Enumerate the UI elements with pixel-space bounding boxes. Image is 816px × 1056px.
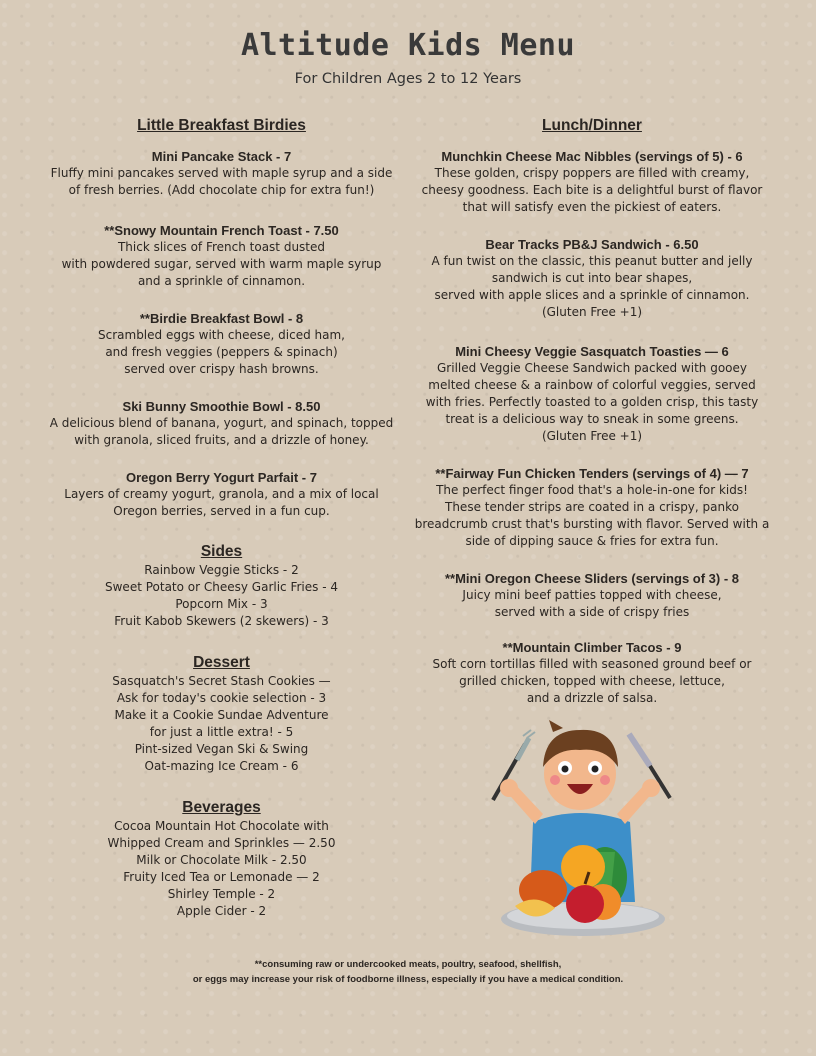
menu-item xyxy=(44,148,399,199)
dessert-line: Oat-mazing Ice Cream - 6 xyxy=(144,759,299,773)
beverage-line: Cocoa Mountain Hot Chocolate with xyxy=(114,819,329,833)
right-column xyxy=(412,116,772,707)
menu-subtitle: For Children Ages 2 to 12 Years xyxy=(294,71,522,87)
menu-item xyxy=(412,639,772,707)
item-title: Bear Tracks PB&J Sandwich - 6.50 xyxy=(485,237,699,252)
beverage-line: Whipped Cream and Sprinkles — 2.50 xyxy=(107,836,336,850)
item-title: Munchkin Cheese Mac Nibbles (servings of 5) - 6 xyxy=(441,149,743,164)
beverage-line: Milk or Chocolate Milk - 2.50 xyxy=(136,853,307,867)
disclaimer-line: **consuming raw or undercooked meats, poultry, seafood, shellfish, xyxy=(254,959,562,970)
item-description: A fun twist on the classic, this peanut butter and jelly sandwich is cut into bear shapes, served with apple slices and a sprinkle of cinnamon. (Gluten Free +1) xyxy=(431,254,753,319)
kid-with-fruit-illustration xyxy=(485,712,675,942)
item-description: The perfect finger food that's a hole-in-one for kids! These tender strips are coated in a crispy, panko breadcrumb crust that's bursting with flavor. Served with a side of dipping sauce & fries for extra fun. xyxy=(414,483,770,548)
item-description: A delicious blend of banana, yogurt, and spinach, topped with granola, sliced fruits, and a drizzle of honey. xyxy=(49,416,394,447)
left-column xyxy=(44,116,399,920)
dessert-line: Ask for today's cookie selection - 3 xyxy=(116,691,327,705)
item-title: **Snowy Mountain French Toast - 7.50 xyxy=(104,223,339,238)
item-description: These golden, crispy poppers are filled with creamy, cheesy goodness. Each bite is a delightful burst of flavor that will satisfy even the pickiest of eaters. xyxy=(421,166,763,214)
dessert-line: for just a little extra! - 5 xyxy=(149,725,294,739)
item-title: **Mini Oregon Cheese Sliders (servings of 3) - 8 xyxy=(444,571,740,586)
beverage-line: Fruity Iced Tea or Lemonade — 2 xyxy=(123,870,320,884)
menu-item xyxy=(412,343,772,445)
item-title: **Fairway Fun Chicken Tenders (servings of 4) — 7 xyxy=(435,466,749,481)
beverage-line: Shirley Temple - 2 xyxy=(167,887,276,901)
item-title: Oregon Berry Yogurt Parfait - 7 xyxy=(126,470,317,485)
item-description: Layers of creamy yogurt, granola, and a mix of local Oregon berries, served in a fun cup. xyxy=(64,487,379,518)
lunch-heading: Lunch/Dinner xyxy=(542,117,642,134)
item-title: **Birdie Breakfast Bowl - 8 xyxy=(139,311,304,326)
menu-item xyxy=(44,222,399,290)
side-item: Rainbow Veggie Sticks - 2 xyxy=(144,563,299,577)
menu-title: Altitude Kids Menu xyxy=(240,28,576,63)
item-description: Scrambled eggs with cheese, diced ham, and fresh veggies (peppers & spinach) served over crispy hash browns. xyxy=(98,328,345,376)
item-title: **Mountain Climber Tacos - 9 xyxy=(502,640,682,655)
breakfast-heading: Little Breakfast Birdies xyxy=(137,117,306,134)
menu-item xyxy=(412,148,772,216)
item-description: Juicy mini beef patties topped with cheese, served with a side of crispy fries xyxy=(462,588,722,619)
food-safety-disclaimer xyxy=(0,957,816,987)
beverage-line: Apple Cider - 2 xyxy=(176,904,267,918)
beverages-heading: Beverages xyxy=(182,799,261,816)
item-title: Mini Pancake Stack - 7 xyxy=(151,149,292,164)
side-item: Popcorn Mix - 3 xyxy=(175,597,268,611)
item-title: Mini Cheesy Veggie Sasquatch Toasties — 6 xyxy=(455,344,729,359)
sides-heading: Sides xyxy=(200,543,243,560)
item-description: Grilled Veggie Cheese Sandwich packed with gooey melted cheese & a rainbow of colorful veggies, served with fries. Perfectly toasted to a golden crisp, this tasty treat is a delicious way to sneak in some greens. (Gluten Free +1) xyxy=(425,361,759,443)
item-description: Fluffy mini pancakes served with maple syrup and a side of fresh berries. (Add chocolate chip for extra fun!) xyxy=(50,166,393,197)
side-item: Fruit Kabob Skewers (2 skewers) - 3 xyxy=(114,614,329,628)
dessert-line: Pint-sized Vegan Ski & Swing xyxy=(134,742,309,756)
menu-item xyxy=(412,570,772,621)
dessert-line: Make it a Cookie Sundae Adventure xyxy=(114,708,329,722)
item-description: Thick slices of French toast dusted with powdered sugar, served with warm maple syrup and a sprinkle of cinnamon. xyxy=(61,240,382,288)
menu-item xyxy=(44,398,399,449)
side-item: Sweet Potato or Cheesy Garlic Fries - 4 xyxy=(105,580,338,594)
menu-item xyxy=(412,236,772,321)
item-title: Ski Bunny Smoothie Bowl - 8.50 xyxy=(122,399,321,414)
menu-item xyxy=(412,465,772,550)
disclaimer-line: or eggs may increase your risk of foodborne illness, especially if you have a medical condition. xyxy=(192,974,624,985)
menu-item xyxy=(44,310,399,378)
menu-item xyxy=(44,469,399,520)
dessert-heading: Dessert xyxy=(193,654,250,671)
dessert-line: Sasquatch's Secret Stash Cookies — xyxy=(112,674,331,688)
item-description: Soft corn tortillas filled with seasoned ground beef or grilled chicken, topped with cheese, lettuce, and a drizzle of salsa. xyxy=(432,657,752,705)
